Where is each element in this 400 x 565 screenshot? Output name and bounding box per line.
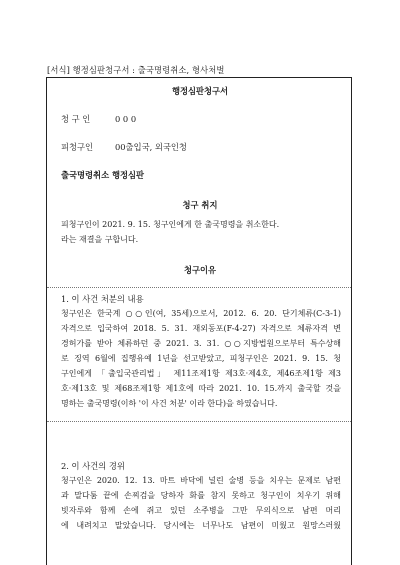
section2-title: 2. 이 사건의 경위 (61, 461, 125, 471)
section1-line: 로 징역 6월에 집행유예 1년을 선고받았고, 피청구인은 2021. 9. 15. 청 (61, 354, 341, 363)
document-header: [서식] 행정심판청구서 : 출국명령취소, 형사처벌 (47, 65, 225, 75)
claimant-value: 0 0 0 (115, 114, 137, 124)
petition-frame (46, 77, 352, 565)
section1-line: 구인에게 「출입국관리법」 제11조제1항 제3호·제4호, 제46조제1항 제3 (61, 369, 341, 378)
reasons-heading: 청구이유 (183, 265, 217, 275)
section1-line: 명하는 출국명령(이하 '이 사건 처분' 이라 한다)을 하였습니다. (61, 399, 278, 408)
section1-line: 청구인은 한국계 ○○인(여, 35세)으로서, 2012. 6. 20. 단기체류(C-3-1) (61, 309, 341, 318)
section2-line: 빗자루와 함께 손에 쥐고 있던 소주병을 그만 무의식으로 남편 머리 (61, 506, 341, 515)
purpose-heading: 청구 취지 (182, 200, 218, 210)
section1-title: 1. 이 사건 처분의 내용 (61, 294, 144, 304)
respondent-label: 피청구인 (61, 142, 94, 152)
section1-line: 자격으로 입국하여 2018. 5. 31. 재외동포(F-4-27) 자격으로 체류자격 변 (61, 324, 341, 333)
section2-line: 에 내려치고 말았습니다. 당시에는 너무나도 남편이 미웠고 원망스러웠 (61, 521, 341, 530)
section1-line: 경허가를 받아 체류하던 중 2021. 3. 31. ○○지방법원으로부터 특수상해 (61, 339, 341, 348)
section-divider (47, 421, 351, 422)
case-name: 출국명령취소 행정심판 (61, 170, 145, 180)
section2-line: 청구인은 2020. 12. 13. 마트 바닥에 널린 술병 등을 치우는 문제로 남편 (61, 476, 341, 485)
section1-line: 호·제13호 및 제68조제1항 제1호에 따라 2021. 10. 15.까지 출국할 것을 (61, 384, 341, 393)
section-divider (47, 287, 351, 288)
purpose-line: 피청구인이 2021. 9. 15. 청구인에게 한 출국명령을 취소한다. (61, 220, 280, 229)
respondent-value: 00출입국, 외국인청 (115, 142, 187, 152)
claimant-label: 청 구 인 (61, 114, 91, 124)
section2-line: 과 말다툼 끝에 손찌검을 당하자 화를 참지 못하고 청구인이 치우기 위해 (61, 491, 341, 500)
purpose-line: 라는 재결을 구합니다. (61, 235, 139, 244)
document-title: 행정심판청구서 (171, 86, 229, 96)
